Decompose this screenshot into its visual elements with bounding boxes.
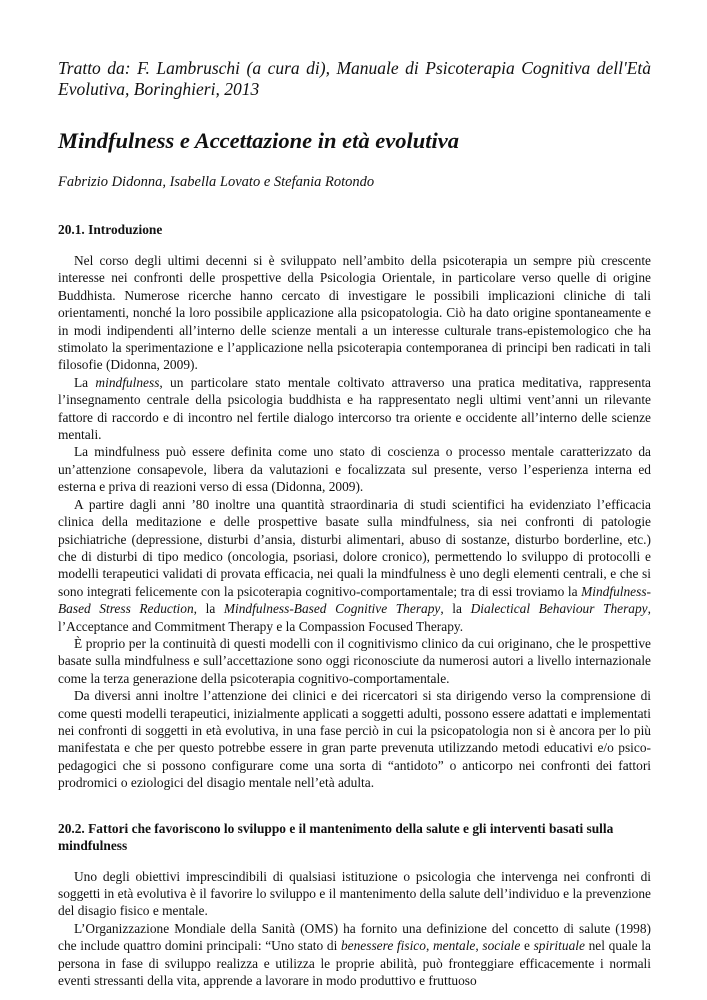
document-page: [58, 58, 651, 989]
paragraph: La mindfulness può essere definita come uno stato di coscienza o processo mentale caratterizzato da un’attenzione consapevole, libera da valutazioni e focalizzata sul presente, verso l’esperienza interna ed esterna e priva di reazioni verso di essa (Didonna, 2009).: [58, 444, 651, 495]
emphasis: Mindfulness-Based Cognitive Therapy: [223, 601, 441, 617]
section-body-introduzione: [58, 252, 651, 792]
emphasis: mindfulness: [95, 374, 160, 390]
paragraph: La mindfulness, un particolare stato mentale coltivato attraverso una pratica meditativa, rappresenta l’insegnamento centrale della psicologia buddhista e ha rappresentato negli ultimi vent’anni un rilevante fattore di raccordo e di incontro nel fertile dialogo intercorso tra oriente e occidente all’interno delle scienze mentali.: [58, 374, 651, 443]
emphasis: benessere fisico: [340, 938, 426, 954]
section-heading-fattori: 20.2. Fattori che favoriscono lo sviluppo e il mantenimento della salute e gli interventi basati sulla mindfulness: [58, 820, 614, 853]
section-heading-introduzione: 20.1. Introduzione: [58, 222, 163, 237]
paragraph: Uno degli obiettivi imprescindibili di qualsiasi istituzione o psicologia che intervenga nei confronti di soggetti in età evolutiva è il favorire lo sviluppo e il mantenimento della salute dell’individuo e la prevenzione del disagio fisico e mentale.: [58, 868, 651, 919]
paragraph: A partire dagli anni ’80 inoltre una quantità straordinaria di studi scientifici ha evidenziato l’efficacia clinica della meditazione e delle prospettive basate sulla mindfulness, sia nei confronti di patologie psichiatriche (depressione, disturbi d’ansia, disturbi alimentari, abuso di sostanze, disturbo borderline, etc.) che di disturbi di tipo medico (oncologia, psoriasi, dolore cronico), permettendo lo sviluppo di protocolli e modelli terapeutici validati di provata efficacia, nei quali la mindfulness è uno degli elementi centrali, e che si sono integrati felicemente con la psicoterapia cognitivo-comportamentale; tra di essi troviamo la Mindfulness-Based Stress Reduction, la Mindfulness-Based Cognitive Therapy, la Dialectical Behaviour Therapy, l’Acceptance and Commitment Therapy e la Compassion Focused Therapy.: [58, 496, 651, 634]
document-title: Mindfulness e Accettazione in età evolutiva: [58, 128, 460, 153]
paragraph: È proprio per la continuità di questi modelli con il cognitivismo clinico da cui originano, che le prospettive basate sulla mindfulness e sull’accettazione sono oggi riconosciute da numerosi autori a livello internazionale come la terza generazione della psicoterapia cognitivo-comportamentale.: [58, 635, 651, 686]
authors-line: Fabrizio Didonna, Isabella Lovato e Stefania Rotondo: [58, 174, 375, 190]
paragraph: Nel corso degli ultimi decenni si è sviluppato nell’ambito della psicoterapia un sempre più crescente interesse nei confronti delle prospettive della Psicologia Orientale, in particolare verso quelle di origine Buddhista. Numerose ricerche hanno cercato di investigare le possibili implicazioni cliniche di tali orientamenti, nonché la loro possibile applicazione alla psicopatologia. Ciò ha dato origine spontaneamente e in modi indipendenti all’interno delle scienze mentali a un interesse culturale trans-epistemologico che ha stimolato la sperimentazione e l’applicazione nella psicoterapia contemporanea di principi ben radicati in tali filosofie (Didonna, 2009).: [58, 253, 651, 373]
paragraph: Da diversi anni inoltre l’attenzione dei clinici e dei ricercatori si sta dirigendo verso la comprensione di come questi modelli terapeutici, inizialmente applicati a soggetti adulti, possono essere adattati e implementati nei confronti di soggetti in età evolutiva, in una fase perciò in cui la psicopatologia non si è ancora per lo più manifestata e che per questo potrebbe essere in gran parte prevenuta utilizzando metodi educativi e/o psico-pedagogici che si possono configurare come una sorta di “antidoto” o anticorpo nei confronti dei fattori prodromici o eziologici del disagio mentale nell’età adulta.: [58, 688, 651, 791]
source-citation: Tratto da: F. Lambruschi (a cura di), Manuale di Psicoterapia Cognitiva dell'Età Evolutiva, Boringhieri, 2013: [58, 58, 651, 99]
emphasis: Mindfulness-Based Stress Reduction: [58, 583, 651, 617]
emphasis: spirituale: [533, 938, 585, 954]
section-body-fattori: [58, 868, 651, 990]
emphasis: mentale: [432, 938, 476, 954]
paragraph: L’Organizzazione Mondiale della Sanità (OMS) ha fornito una definizione del concetto di salute (1998) che include quattro domini principali: “Uno stato di benessere fisico, mentale, sociale e spirituale nel quale la persona in fase di sviluppo realizza e utilizza le proprie abilità, può fronteggiare efficacemente i normali eventi stressanti della vita, apprende a lavorare in modo produttivo e fruttuoso: [58, 920, 651, 989]
emphasis: sociale: [482, 938, 521, 954]
emphasis: Dialectical Behaviour Therapy: [470, 601, 648, 617]
